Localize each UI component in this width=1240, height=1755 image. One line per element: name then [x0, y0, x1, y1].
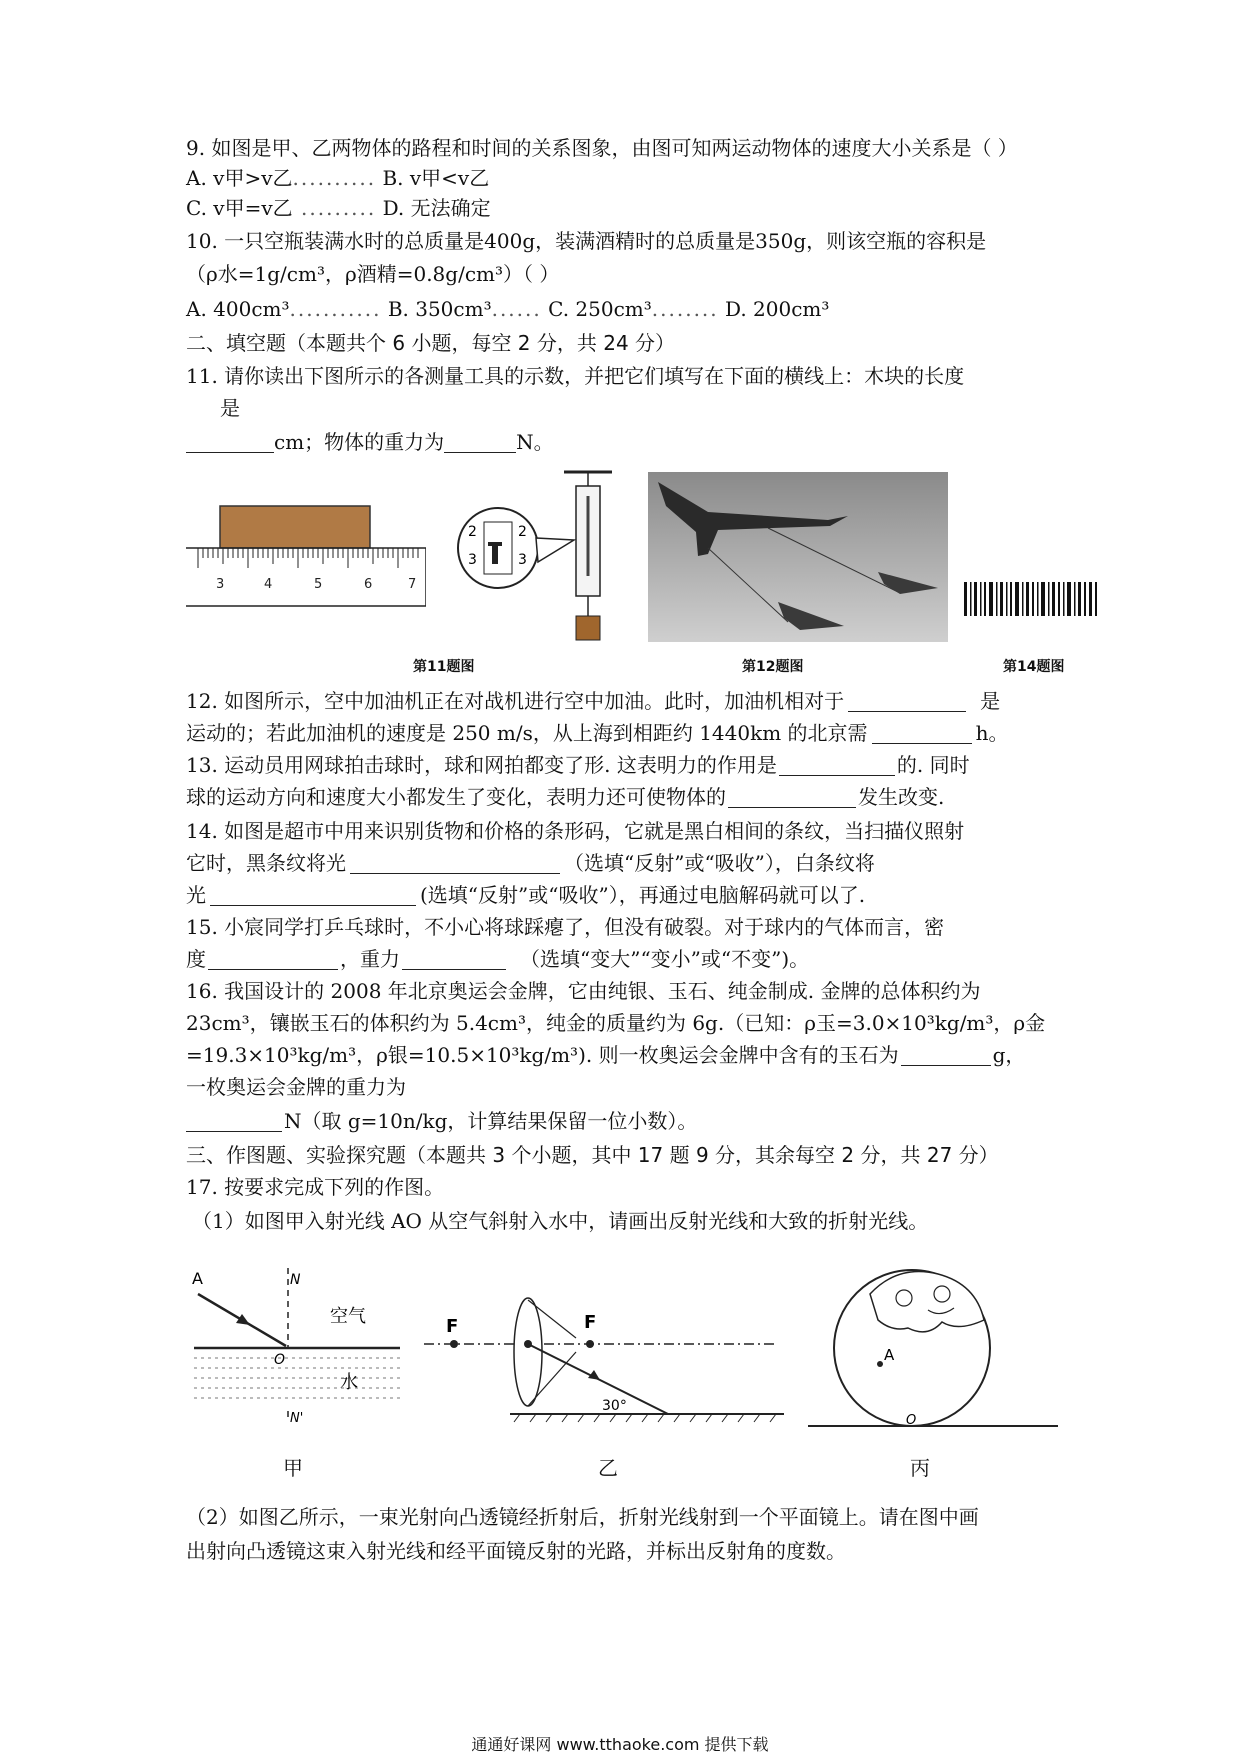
caption-fig12: 第12题图: [742, 659, 804, 675]
fig-b-angle-label: 30°: [602, 1398, 627, 1414]
q16-weight-blank[interactable]: [186, 1109, 282, 1132]
fig-a-normal-n: N: [290, 1272, 301, 1288]
q11-unit1: cm；物体的重力为: [274, 430, 445, 454]
q10-stem: 10. 一只空瓶装满水时的总质量是400g，装满酒精时的总质量是350g，则该空瓶的容积是: [186, 229, 987, 253]
q9-options-row2: C. v甲=v乙 ......... D. 无法确定: [186, 196, 491, 220]
fig-c-point-a: A: [884, 1346, 895, 1364]
lens-mirror-figure: [424, 1296, 784, 1426]
q9-option-a: A. v甲>v乙: [186, 166, 293, 190]
q13-text3: 球的运动方向和速度大小都发生了变化，表明力还可使物体的: [186, 785, 726, 809]
barcode-bars: [964, 582, 1097, 616]
fig-a-water-label: 水: [340, 1372, 358, 1393]
fig-a-point-o: O: [274, 1352, 286, 1368]
q11-unit2: N。: [516, 430, 554, 454]
ruler-figure: [186, 498, 426, 608]
q13-blank2[interactable]: [728, 785, 856, 808]
q17-part1: （1）如图甲入射光线 AO 从空气斜射入水中，请画出反射光线和大致的折射光线。: [192, 1209, 929, 1233]
q12-text3: 运动的；若此加油机的速度是 250 m/s，从上海到相距约 1440km 的北京需: [186, 721, 868, 745]
fig-b-caption: 乙: [598, 1456, 618, 1480]
fig-b-focus-right-label: F: [584, 1312, 597, 1333]
q9-option-c: C. v甲=v乙: [186, 196, 293, 220]
section-2-heading: 二、填空题（本题共个 6 小题，每空 2 分，共 24 分）: [186, 331, 676, 355]
q14-line1: 14. 如图是超市中用来识别货物和价格的条形码，它就是黑白相间的条纹，当扫描仪照射: [186, 819, 965, 843]
q11-length-blank[interactable]: [186, 430, 274, 453]
q14-line3: [186, 880, 865, 910]
page-footer: 通通好课网 www.tthaoke.com 提供下载: [471, 1735, 769, 1754]
scale-tick-3-right: 3: [518, 552, 527, 568]
q12-line2: [186, 718, 1008, 748]
fig-b-focus-left-label: F: [446, 1316, 459, 1337]
q14-blank1[interactable]: [350, 851, 560, 874]
q10-options: A. 400cm³........... B. 350cm³...... C. 250cm³........ D. 200cm³: [186, 297, 830, 321]
q12-text1: 12. 如图所示，空中加油机正在对战机进行空中加油。此时，加油机相对于: [186, 689, 845, 713]
q12-line1: [186, 686, 1000, 716]
barcode-figure: [962, 580, 1102, 620]
q14-blank2[interactable]: [210, 883, 416, 906]
q16-line2: 23cm³，镶嵌玉石的体积约为 5.4cm³，纯金的质量约为 6g.（已知：ρ玉=3.0×10³kg/m³，ρ金: [186, 1011, 1046, 1035]
section-3-heading: 三、作图题、实验探究题（本题共 3 个小题，其中 17 题 9 分，其余每空 2 分，共 27 分）: [186, 1143, 999, 1167]
fig-c-point-o: O: [906, 1413, 917, 1428]
q11-line2: 是: [220, 396, 240, 420]
ruler-tick-7: 7: [408, 577, 417, 592]
fig-a-point-a: A: [192, 1269, 203, 1288]
q10-density: （ρ水=1g/cm³，ρ酒精=0.8g/cm³）（ ）: [186, 262, 560, 286]
q16-line5: [186, 1106, 697, 1136]
q16-line4: 一枚奥运会金牌的重力为: [186, 1075, 406, 1099]
caption-fig11: 第11题图: [413, 659, 475, 675]
refraction-figure: [190, 1262, 410, 1432]
ruler-tick-6: 6: [364, 577, 373, 592]
q9-option-b: B. v甲<v乙: [382, 166, 490, 190]
q14-text4: (选填“反射”或“吸收”），再通过电脑解码就可以了.: [420, 883, 866, 907]
focus-left: [450, 1340, 458, 1348]
q14-text1: 它时，黑条纹将光: [186, 851, 346, 875]
q13-line1: [186, 750, 970, 780]
q10-option-b: B. 350cm³: [387, 297, 492, 321]
magnifier-pointer: [536, 538, 574, 562]
q15-density-blank[interactable]: [208, 947, 338, 970]
q9-options-row1: A. v甲>v乙.......... B. v甲<v乙: [186, 166, 490, 190]
scale-tick-2-left: 2: [468, 524, 477, 540]
q16-text1: =19.3×10³kg/m³，ρ银=10.5×10³kg/m³). 则一枚奥运会金牌中含有的玉石为: [186, 1043, 899, 1067]
q15-weight-blank[interactable]: [402, 947, 506, 970]
q16-jade-mass-blank[interactable]: [901, 1043, 991, 1066]
q13-text4: 发生改变.: [858, 785, 945, 809]
q15-text3: （选填“变大”“变小”或“不变”)。: [520, 947, 810, 971]
q10-option-a: A. 400cm³: [186, 297, 290, 321]
q10-option-d: D. 200cm³: [725, 297, 830, 321]
aircraft-refueling-photo: [648, 472, 948, 642]
q11-line1: 11. 请你读出下图所示的各测量工具的示数，并把它们填写在下面的横线上：木块的长度: [186, 364, 965, 388]
q11-line3: [186, 427, 554, 457]
q13-text2: 的. 同时: [896, 753, 970, 777]
scale-tick-3-left: 3: [468, 552, 477, 568]
tumbler-face: [870, 1272, 984, 1332]
q16-line3: [186, 1040, 1025, 1070]
ruler-tick-5: 5: [314, 577, 323, 592]
magnifier-needle-head: [488, 542, 502, 546]
q12-text4: h。: [975, 721, 1009, 745]
mirror-hatching: [514, 1414, 776, 1422]
q16-line1: 16. 我国设计的 2008 年北京奥运会金牌，它由纯银、玉石、纯金制成. 金牌的总体积约为: [186, 979, 981, 1003]
q17-part2-line2: 出射向凸透镜这束入射光线和经平面镜反射的光路，并标出反射角的度数。: [186, 1539, 846, 1563]
incident-ray-arrow: [236, 1314, 250, 1325]
q16-text3: N（取 g=10n/kg，计算结果保留一位小数）。: [284, 1109, 698, 1133]
center-of-gravity-a: [877, 1361, 883, 1367]
fig-a-air-label: 空气: [330, 1306, 366, 1327]
q9-stem: 9. 如图是甲、乙两物体的路程和时间的关系图象，由图可知两运动物体的速度大小关系是（ ）: [186, 136, 1018, 160]
fig-a-normal-n-prime: N': [290, 1411, 304, 1426]
q11-weight-blank[interactable]: [444, 430, 516, 453]
q14-text2: （选填“反射”或“吸收”），白条纹将: [564, 851, 875, 875]
q14-text3: 光: [186, 883, 206, 907]
q12-text2: 是: [980, 689, 1001, 713]
q13-blank1[interactable]: [779, 753, 895, 776]
focus-right: [586, 1340, 594, 1348]
hanging-block: [576, 616, 600, 640]
wood-block: [220, 506, 370, 548]
convex-lens: [514, 1298, 542, 1406]
q17-stem: 17. 按要求完成下列的作图。: [186, 1175, 445, 1199]
ruler-tick-4: 4: [264, 577, 273, 592]
q17-part2-line1: （2）如图乙所示，一束光射向凸透镜经折射后，折射光线射到一个平面镜上。请在图中画: [186, 1505, 979, 1529]
caption-fig14: 第14题图: [1003, 659, 1065, 675]
q16-text2: g，: [992, 1043, 1026, 1067]
q12-reference-blank[interactable]: [848, 689, 966, 712]
lens-center: [524, 1340, 532, 1348]
q15-text2: ，重力: [340, 947, 400, 971]
q15-line1: 15. 小宸同学打乒乓球时，不小心将球踩瘪了，但没有破裂。对于球内的气体而言，密: [186, 915, 945, 939]
q13-line2: [186, 782, 944, 812]
q12-time-blank[interactable]: [872, 721, 972, 744]
q15-line2: [186, 944, 809, 974]
q15-text1: 度: [186, 947, 206, 971]
spring-scale-figure: [452, 466, 632, 652]
q10-option-c: C. 250cm³: [548, 297, 652, 321]
q13-text1: 13. 运动员用网球拍击球时，球和网拍都变了形. 这表明力的作用是: [186, 753, 777, 777]
q9-option-d: D. 无法确定: [382, 196, 491, 220]
q14-line2: [186, 848, 875, 878]
fig-a-caption: 甲: [283, 1456, 303, 1480]
scale-tick-2-right: 2: [518, 524, 527, 540]
ruler-ticks: [198, 548, 418, 568]
ruler-tick-3: 3: [216, 577, 225, 592]
fig-c-caption: 丙: [910, 1456, 930, 1480]
tumbler-figure: [808, 1258, 1058, 1428]
